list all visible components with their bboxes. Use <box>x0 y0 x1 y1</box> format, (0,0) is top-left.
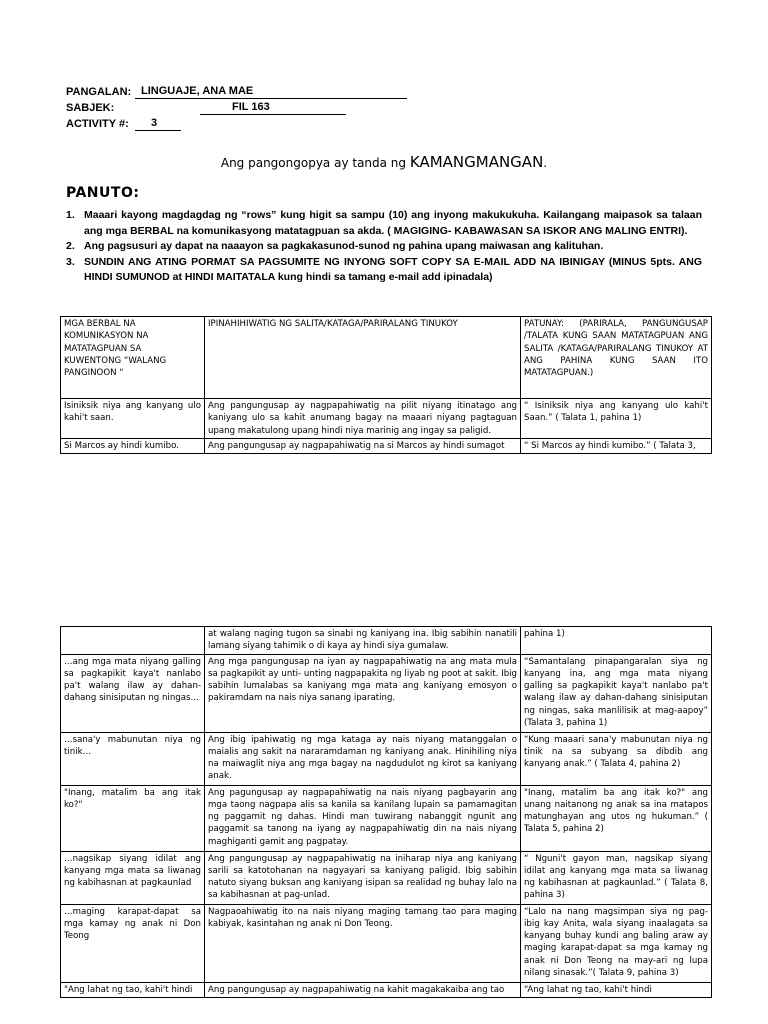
analysis-table-part-1 <box>60 316 712 454</box>
cell-patunay: “ Isiniksik niya ang kanyang ulo kahi't Saan.” ( Talata 1, pahina 1) <box>521 399 712 439</box>
panuto-heading: PANUTO: <box>66 185 140 201</box>
cell-berbal: …ang mga mata niyang galling sa pagkapikit kaya't nanlabo pa't walang ilaw ay dahan-dahang sinisiputan ng ningas... <box>61 654 205 732</box>
cell-berbal: Isiniksik niya ang kanyang ulo kahi't saan. <box>61 399 205 439</box>
cell-patunay: “Ang lahat ng tao, kahi't hindi <box>521 982 712 997</box>
sabjek-value: FIL 163 <box>200 100 346 115</box>
cell-patunay: “Lalo na nang magsimpan siya ng pag-ibig kay Anita, wala siyang inaalagata sa kanyang buhay kundi ang baling araw ay maging karapat-dapat sa mga kamay ng anak ni Don Teong na may-ari ng lupa nilang sinasak.”( Talata 9, pahina 3) <box>521 904 712 982</box>
sabjek-label: SABJEK: <box>66 102 115 114</box>
table-row <box>61 439 712 454</box>
cell-patunay: “ Si Marcos ay hindi kumibo.” ( Talata 3, <box>521 439 712 454</box>
cell-patunay: pahina 1) <box>521 627 712 655</box>
table-row <box>61 785 712 851</box>
document-title <box>0 153 768 172</box>
cell-ipinahihiwatig: Ang pangungusap ay nagpapahiwatig na si Marcos ay hindi sumagot <box>205 439 521 454</box>
table-row <box>61 627 712 655</box>
cell-patunay: “Samantalang pinapangaralan siya ng kanyang ina, ang mga mata niyang galling sa pagkapikit kaya't nanlabo pa't walang ilaw ay dahan-dahang sinisiputan ng ningas, saka manlilisik at mag-aapoy” (Talata 3, pahina 1) <box>521 654 712 732</box>
cell-berbal: …nagsikap siyang idilat ang kanyang mga mata sa liwanag ng kabihasnan at pagkaunlad <box>61 851 205 904</box>
table-row <box>61 399 712 439</box>
pangalan-label: PANGALAN: <box>66 86 132 98</box>
instruction-item: 3. SUNDIN ANG ATING PORMAT SA PAGSUMITE NG INYONG SOFT COPY SA E-MAIL ADD NA IBINIGAY (MINUS 5pts. ANG HINDI SUMUNOD at HINDI MAITATALA kung hindi sa tamang e-mail add ipinadala) <box>66 255 702 283</box>
instruction-item: 2. Ang pagsusuri ay dapat na naaayon sa pagkakasunod-sunod ng pahina upang maiwasan ang kalituhan. <box>66 240 604 252</box>
activity-value: 3 <box>135 116 181 131</box>
table-row <box>61 732 712 785</box>
table-row <box>61 982 712 997</box>
title-suffix: . <box>543 156 548 170</box>
cell-ipinahihiwatig: Ang ibig ipahiwatig ng mga kataga ay nais niyang matanggalan o maialis ang sakit na nararamdaman ng kaniyang anak. Hinihiling niya na maiwaglit niya ang mga bagay na nagdudulot ng kirot sa kaniyang anak. <box>205 732 521 785</box>
cell-berbal: …maging karapat-dapat sa mga kamay ng anak ni Don Teong <box>61 904 205 982</box>
cell-ipinahihiwatig: Ang mga pangungusap na iyan ay nagpapahiwatig na ang mata mula sa pagkapikit ay unti- unting nagpapakita ng liyab ng poot at sakit. Ibig sabihin lumalabas sa kaniyang mga mata ang kaniyang emosyon o pakiramdam na nais niya sanang iparating. <box>205 654 521 732</box>
table-row <box>61 654 712 732</box>
cell-berbal: "Ang lahat ng tao, kahi't hindi <box>61 982 205 997</box>
cell-berbal: "Inang, matalim ba ang itak ko?" <box>61 785 205 851</box>
table-row <box>61 904 712 982</box>
analysis-table-part-2 <box>60 626 712 998</box>
pangalan-value: LINGUAJE, ANA MAE <box>135 84 407 99</box>
cell-patunay: “Kung maaari sana'y mabunutan niya ng tinik na sa subyang sa dibdib ang kanyang anak.” ( Talata 4, pahina 2) <box>521 732 712 785</box>
cell-berbal: Si Marcos ay hindi kumibo. <box>61 439 205 454</box>
instruction-item: 1. Maaari kayong magdagdag ng “rows” kung higit sa sampu (10) ang inyong makukukuha. Kailangang maipasok sa talaan ang mga BERBAL na komunikasyong matatagpuan sa akda. ( MAGIGING- KABAWASAN SA ISKOR ANG MALING ENTRI). <box>66 209 702 237</box>
instruction-list <box>66 208 702 286</box>
cell-ipinahihiwatig: Ang pangungusap ay nagpapahiwatig na kahit magakakaiba ang tao <box>205 982 521 997</box>
header-berbal: MGA BERBAL NA KOMUNIKASYON NA MATATAGPUAN SA KUWENTONG “WALANG PANGINOON “ <box>61 317 205 399</box>
title-emphasis: KAMANGMANGAN <box>409 153 544 171</box>
cell-ipinahihiwatig: Nagpaoahiwatig ito na nais niyang maging tamang tao para maging kabiyak, kasintahan ng anak ni Don Teong. <box>205 904 521 982</box>
cell-patunay: "Inang, matalim ba ang itak ko?" ang unang naitanong ng anak sa ina matapos matunghayan ang utos ng hukuman.” ( Talata 5, pahina 2) <box>521 785 712 851</box>
cell-berbal <box>61 627 205 655</box>
cell-ipinahihiwatig: Ang pangungusap ay nagpapahiwatig na iniharap niya ang kaniyang sarili sa katotohanan na nagyayari sa kaniyang paligid. Ibig sabihin natuto siyang buksan ang kaniyang isipan sa realidad ng buhay lalo na sa kabihasnan at pag-unlad. <box>205 851 521 904</box>
title-prefix: Ang pangongopya ay tanda ng <box>220 156 407 170</box>
header-patunay: PATUNAY: (PARIRALA, PANGUNGUSAP /TALATA KUNG SAAN MATATAGPUAN ANG SALITA /KATAGA/PARIRALANG TINUKOY AT ANG PAHINA KUNG SAAN ITO MATATAGPUAN.) <box>521 317 712 399</box>
cell-patunay: “ Nguni't gayon man, nagsikap siyang idilat ang kanyang mga mata sa liwanag ng kabihasnan at pagkaunlad.” ( Talata 8, pahina 3) <box>521 851 712 904</box>
cell-ipinahihiwatig: Ang pangungusap ay nagpapahiwatig na pilit niyang itinatago ang kaniyang ulo sa kahit anumang bagay na maaari niyang pagtaguan upang makatulong upang hindi niya marinig ang ingay sa paligid. <box>205 399 521 439</box>
cell-berbal: …sana'y mabunutan niya ng tinik… <box>61 732 205 785</box>
activity-label: ACTIVITY #: <box>66 118 129 130</box>
cell-ipinahihiwatig: Ang pagungusap ay nagpapahiwatig na nais niyang pagbayarin ang mga taong nagpapa alis sa kanila sa kanilang lupain sa pamamagitan ng paggamit ng dahas. Hindi man tuwirang nabanggit ngunit ang paggamit sa tanong na iyang ay nagpapahiwatig din na nais niyang maghiganti gamit ang pagpatay. <box>205 785 521 851</box>
table-header-row <box>61 317 712 399</box>
cell-ipinahihiwatig: at walang naging tugon sa sinabi ng kaniyang ina. Ibig sabihin nanatili lamang siyang tahimik o di kaya ay hindi siya gumalaw. <box>205 627 521 655</box>
header-ipinahihiwatig: IPINAHIHIWATIG NG SALITA/KATAGA/PARIRALANG TINUKOY <box>205 317 521 399</box>
table-row <box>61 851 712 904</box>
